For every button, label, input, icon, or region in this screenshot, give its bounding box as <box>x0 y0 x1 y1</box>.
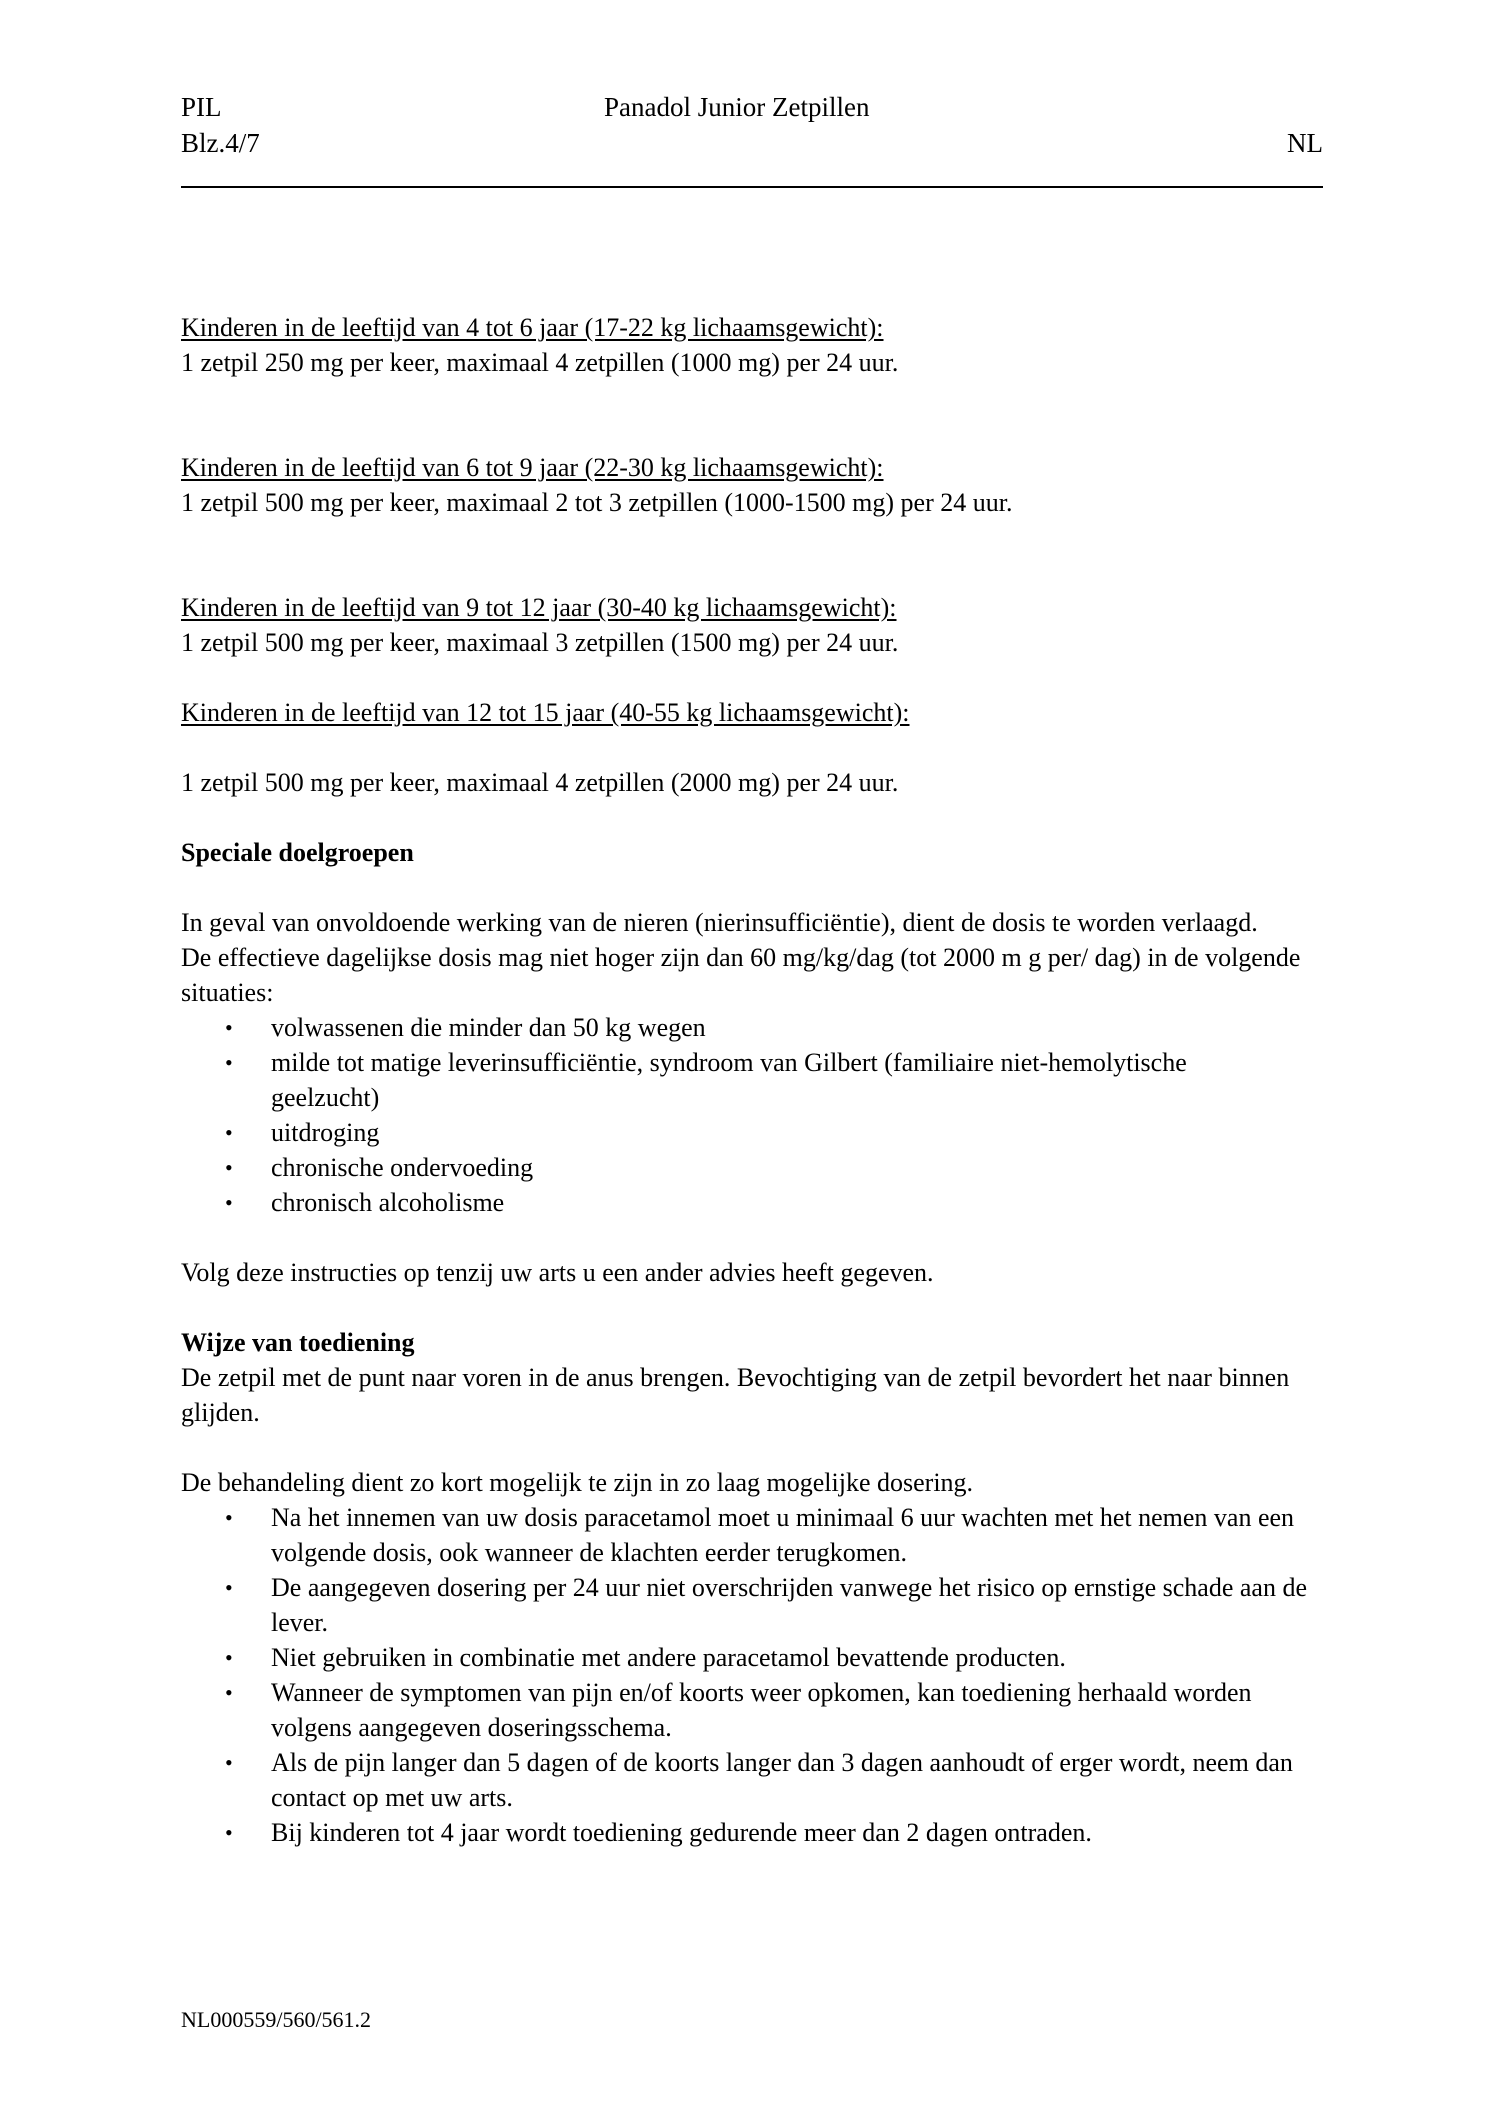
list-item: • Wanneer de symptomen van pijn en/of koorts weer opkomen, kan toediening herhaald worden volgens aangegeven doseringsschema. <box>181 1675 1323 1745</box>
dosage-heading: Kinderen in de leeftijd van 6 tot 9 jaar (22-30 kg lichaamsgewicht): <box>181 453 884 482</box>
header-title: Panadol Junior Zetpillen <box>604 92 870 122</box>
footer-code: NL000559/560/561.2 <box>181 2007 372 2032</box>
list-item: • Niet gebruiken in combinatie met andere paracetamol bevattende producten. <box>181 1640 1323 1675</box>
special-groups-closing: Volg deze instructies op tenzij uw arts u een ander advies heeft gegeven. <box>181 1258 934 1287</box>
dosage-block-4-6 <box>181 310 1323 380</box>
header-page-number: Blz.4/7 <box>181 128 260 158</box>
administration-list <box>181 1500 1323 1850</box>
header-rule <box>181 186 1323 188</box>
dosage-text: 1 zetpil 250 mg per keer, maximaal 4 zetpillen (1000 mg) per 24 uur. <box>181 348 899 377</box>
list-item: • Als de pijn langer dan 5 dagen of de koorts langer dan 3 dagen aanhoudt of erger wordt, neem dan contact op met uw arts. <box>181 1745 1323 1815</box>
bullet-icon: • <box>225 1820 233 1845</box>
bullet-icon: • <box>225 1050 233 1075</box>
list-item: • chronisch alcoholisme <box>181 1185 1323 1220</box>
list-item: • Na het innemen van uw dosis paracetamol moet u minimaal 6 uur wachten met het nemen van een volgende dosis, ook wanneer de klachten eerder terugkomen. <box>181 1500 1323 1570</box>
dosage-block-9-12 <box>181 590 1323 660</box>
special-groups-list <box>181 1010 1323 1220</box>
administration-title: Wijze van toediening <box>181 1328 415 1357</box>
bullet-icon: • <box>225 1645 233 1670</box>
header-pil: PIL <box>181 92 222 122</box>
dosage-block-12-15 <box>181 695 1323 800</box>
administration-text: De zetpil met de punt naar voren in de anus brengen. Bevochtiging van de zetpil bevordert het naar binnen glijden. <box>181 1363 1290 1427</box>
bullet-icon: • <box>225 1120 233 1145</box>
bullet-icon: • <box>225 1505 233 1530</box>
list-item: • volwassenen die minder dan 50 kg wegen <box>181 1010 1323 1045</box>
special-groups-para2: De effectieve dagelijkse dosis mag niet hoger zijn dan 60 mg/kg/dag (tot 2000 m g per/ dag) in de volgende situaties: <box>181 943 1301 1007</box>
bullet-icon: • <box>225 1190 233 1215</box>
bullet-icon: • <box>225 1155 233 1180</box>
dosage-text: 1 zetpil 500 mg per keer, maximaal 3 zetpillen (1500 mg) per 24 uur. <box>181 628 899 657</box>
list-item: • uitdroging <box>181 1115 1323 1150</box>
bullet-icon: • <box>225 1680 233 1705</box>
dosage-block-6-9 <box>181 450 1323 520</box>
header-language: NL <box>1287 128 1323 158</box>
bullet-icon: • <box>225 1575 233 1600</box>
dosage-heading: Kinderen in de leeftijd van 4 tot 6 jaar (17-22 kg lichaamsgewicht): <box>181 313 884 342</box>
dosage-heading: Kinderen in de leeftijd van 12 tot 15 jaar (40-55 kg lichaamsgewicht): <box>181 698 910 727</box>
list-item: • chronische ondervoeding <box>181 1150 1323 1185</box>
dosage-text: 1 zetpil 500 mg per keer, maximaal 2 tot 3 zetpillen (1000-1500 mg) per 24 uur. <box>181 488 1013 517</box>
administration-intro: De behandeling dient zo kort mogelijk te zijn in zo laag mogelijke dosering. <box>181 1468 974 1497</box>
bullet-icon: • <box>225 1750 233 1775</box>
special-groups-para1: In geval van onvoldoende werking van de nieren (nierinsufficiëntie), dient de dosis te worden verlaagd. <box>181 908 1258 937</box>
document-body <box>181 310 1323 1850</box>
dosage-heading: Kinderen in de leeftijd van 9 tot 12 jaar (30-40 kg lichaamsgewicht): <box>181 593 897 622</box>
dosage-text: 1 zetpil 500 mg per keer, maximaal 4 zetpillen (2000 mg) per 24 uur. <box>181 768 899 797</box>
bullet-icon: • <box>225 1015 233 1040</box>
list-item: • Bij kinderen tot 4 jaar wordt toediening gedurende meer dan 2 dagen ontraden. <box>181 1815 1323 1850</box>
list-item: • milde tot matige leverinsufficiëntie, syndroom van Gilbert (familiaire niet-hemolytische geelzucht) <box>181 1045 1323 1115</box>
list-item: • De aangegeven dosering per 24 uur niet overschrijden vanwege het risico op ernstige schade aan de lever. <box>181 1570 1323 1640</box>
special-groups-title: Speciale doelgroepen <box>181 838 414 867</box>
